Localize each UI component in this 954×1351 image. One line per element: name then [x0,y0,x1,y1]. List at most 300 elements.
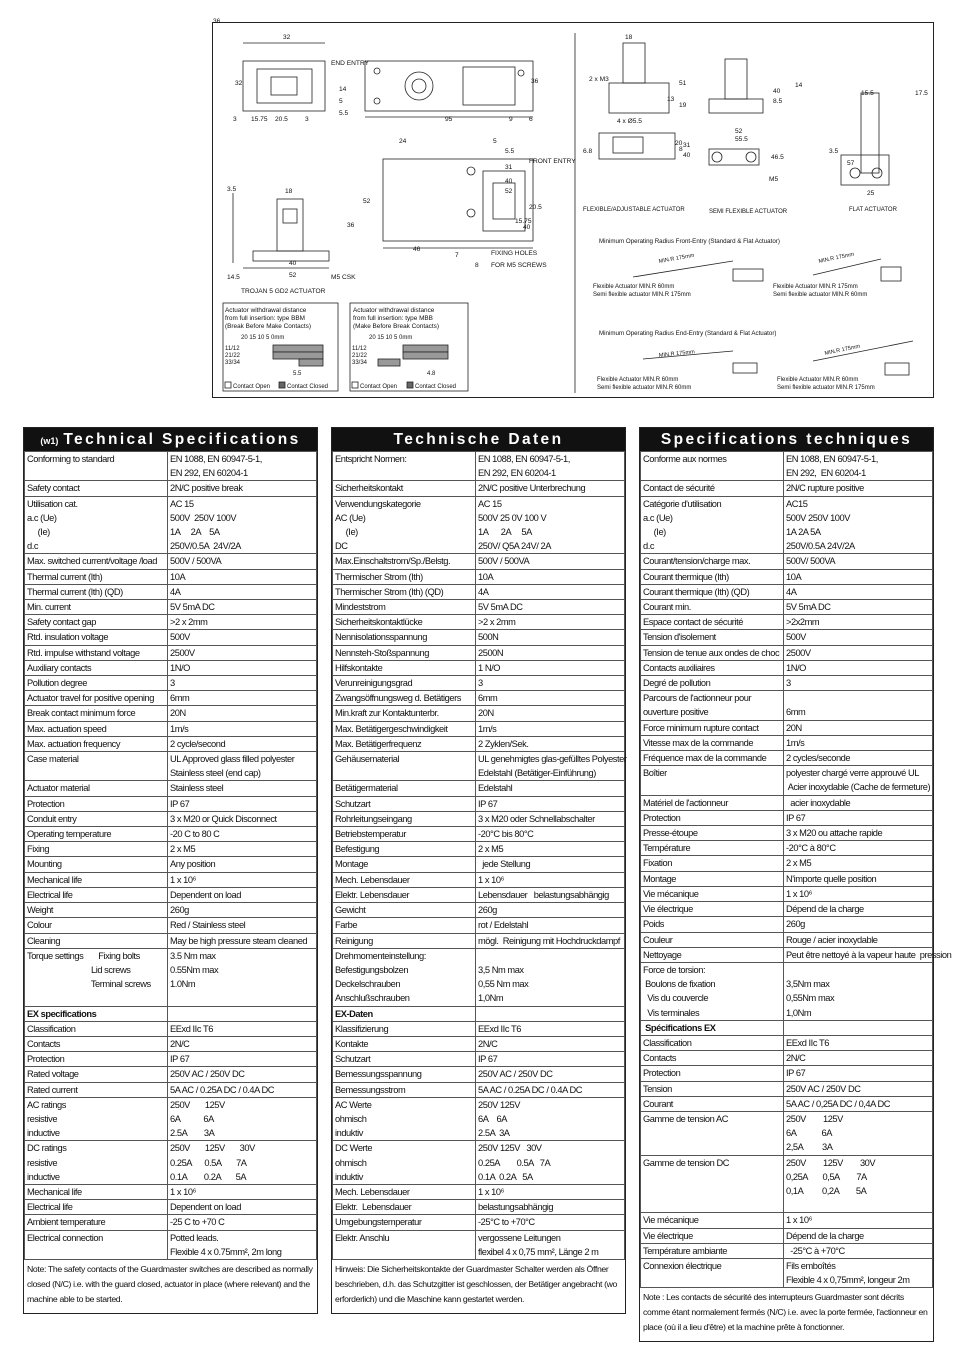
spec-value: 2 x M5 [168,842,317,857]
spec-label: Matériel de l'actionneur [641,795,784,810]
spec-label: Min. current [25,600,168,615]
spec-row [333,584,625,599]
spec-value: 5A AC / 0,25A DC / 0,4A DC [784,1096,933,1111]
spec-row [333,827,625,842]
spec-value: Edelstahl [476,781,625,796]
spec-row [25,1141,317,1185]
dimension-label: 3 [233,116,237,123]
spec-label: Gamme de tension AC [641,1111,784,1155]
spec-label: Thermal current (Ith) (QD) [25,584,168,599]
spec-label: Break contact minimum force [25,706,168,721]
spec-value: 20N [784,720,933,735]
spec-row [333,918,625,933]
spec-row [25,630,317,645]
spec-row [25,569,317,584]
spec-row [25,615,317,630]
spec-row [25,948,317,1006]
spec-value: EExd IIc T6 [784,1035,933,1050]
spec-row [25,721,317,736]
spec-label: Courant thermique (Ith) [641,569,784,584]
spec-label: Température ambiante [641,1243,784,1258]
dimension-label: 14.5 [227,274,240,281]
spec-label: DC Werte ohmisch induktiv [333,1141,476,1185]
spec-row [641,826,933,841]
column-header [24,428,317,451]
spec-label: Fixing [25,842,168,857]
end-right-note-2: Semi flexible actuator MIN.R 175mm [777,385,875,391]
dimension-label: 20.5 [275,116,288,123]
dimension-label: 36 [213,18,221,25]
spec-value: EN 1088, EN 60947-5-1, EN 292, EN 60204-1 [168,452,317,481]
spec-label: Nennisolationsspannung [333,630,476,645]
contact-open-legend: Contact Open [233,384,271,390]
spec-label: Courant [641,1096,784,1111]
spec-label: Température [641,841,784,856]
end-right-note-1: Flexible Actuator MIN.R 60mm [777,377,859,383]
front-left-note-1: Flexible Actuator MIN.R 60mm [593,284,675,290]
spec-value: AC 15 500V 250V 100V 1A 2A 5A 250V/0.5A 24V/2A [168,496,317,554]
spec-label: Vie mécanique [641,886,784,901]
spec-value: 3 x M20 ou attache rapide [784,826,933,841]
bbm-scale: 20 15 10 5 0mm [241,335,285,341]
spec-row [25,1184,317,1199]
spec-value: 5A AC / 0.25A DC / 0.4A DC [476,1082,625,1097]
dimension-label: 3.5 [829,148,839,155]
spec-value: 2N/C [168,1036,317,1051]
spec-value: 2 x M5 [784,856,933,871]
spec-row [641,932,933,947]
spec-row [641,841,933,856]
bbm-value: 5.5 [293,371,302,377]
spec-row [641,720,933,735]
spec-row [25,918,317,933]
spec-label: Max.Einschaltstrom/Sp./Belstg. [333,554,476,569]
min-radius-label: MIN.R 175mm [818,251,855,265]
column-title: Technische Daten [393,431,564,448]
spec-value: Any position [168,857,317,872]
dimension-label: 40 [523,224,531,231]
spec-label: Actuator material [25,781,168,796]
spec-row [333,842,625,857]
spec-label: Courant min. [641,600,784,615]
contact-label: 21/22 [352,353,368,359]
spec-label: Sicherheitskontakt [333,481,476,496]
spec-value: N'importe quelle position [784,871,933,886]
spec-label: Sicherheitskontaktlücke [333,615,476,630]
spec-row [333,1215,625,1230]
dimension-label: 32 [235,80,243,87]
spec-row [25,1036,317,1051]
spec-row [25,857,317,872]
spec-row [25,1215,317,1230]
dimension-label: 51 [679,80,687,87]
dimension-label: 40 [505,178,513,185]
spec-value: 1N/O [784,660,933,675]
spec-value: -25°C à +70°C [784,1243,933,1258]
spec-label: Mech. Lebensdauer [333,872,476,887]
spec-label: Rtd. impulse withstand voltage [25,645,168,660]
min-radius-label: MIN.R 175mm [658,349,696,359]
spec-label: Elektr. Lebensdauer [333,1200,476,1215]
spec-row [333,1184,625,1199]
spec-label: Conduit entry [25,811,168,826]
dimension-label: 20 [675,140,683,147]
spec-value: mögl. Reinigung mit Hochdruckdampf [476,933,625,948]
spec-label: Safety contact gap [25,615,168,630]
spec-row [641,947,933,962]
spec-value: 3,5 Nm max 0,55 Nm max 1,0Nm [476,948,625,1006]
spec-value: 3 [168,676,317,691]
dimension-label: 15.75 [251,116,268,123]
dimension-label: 40 [773,88,781,95]
dimension-label: 36 [347,222,355,229]
column-title: Specifications techniques [660,431,913,448]
dimension-label: 57 [847,160,855,167]
spec-label: Classification [641,1035,784,1050]
spec-value: IP 67 [168,1052,317,1067]
spec-value: 250V 125V 6A 6A 2,5A 3A [784,1111,933,1155]
flat-actuator-label: FLAT ACTUATOR [849,207,897,213]
spec-value: IP 67 [476,1052,625,1067]
spec-label: Mounting [25,857,168,872]
dimension-label: 18 [625,34,633,41]
spec-label: Rohrleitungseingang [333,811,476,826]
spec-value: 4A [168,584,317,599]
spec-row [333,1097,625,1141]
spec-row [641,554,933,569]
spec-row [333,1052,625,1067]
spec-label: DC ratings resistive inductive [25,1141,168,1185]
spec-value: 20N [168,706,317,721]
spec-value: 10A [784,569,933,584]
trojan-actuator-label: TROJAN 5 GD2 ACTUATOR [241,288,326,295]
spec-value: -20 C to 80 C [168,827,317,842]
spec-label: Umgebungstemperatur [333,1215,476,1230]
spec-label: Zwangsöffnungsweg d. Betätigers [333,691,476,706]
spec-value: IP 67 [784,810,933,825]
spec-value: 4A [476,584,625,599]
spec-label: Bemessungsstrom [333,1082,476,1097]
spec-label: Betriebstemperatur [333,827,476,842]
spec-value: 2N/C positive break [168,481,317,496]
contact-label: 33/34 [352,360,368,366]
dimension-label: 95 [445,116,453,123]
spec-label: Fréquence max de la commande [641,751,784,766]
spec-value: Dépend de la charge [784,1228,933,1243]
spec-value [476,1006,625,1021]
spec-label: Catégorie d'utilisation a.c (Ue) (Ie) d.c [641,496,784,554]
spec-row [641,1258,933,1287]
dimension-label: 8 [475,262,479,269]
spec-label: Electrical life [25,887,168,902]
spec-row [641,1213,933,1228]
spec-row [333,645,625,660]
spec-value: -20°C à 80°C [784,841,933,856]
spec-value: EExd IIc T6 [476,1021,625,1036]
spec-row [333,691,625,706]
spec-row [333,706,625,721]
spec-label: Max. Betätigerfrequenz [333,736,476,751]
spec-label: Max. actuation frequency [25,736,168,751]
spec-value: 5V 5mA DC [476,600,625,615]
spec-label: Poids [641,917,784,932]
spec-label: AC Werte ohmisch induktiv [333,1097,476,1141]
spec-row [641,496,933,554]
spec-value: 3 x M20 or Quick Disconnect [168,811,317,826]
spec-label: Ambient temperature [25,1215,168,1230]
spec-row [641,1081,933,1096]
spec-row [25,781,317,796]
spec-row [25,736,317,751]
spec-row [333,1200,625,1215]
spec-row [641,1111,933,1155]
spec-label: Pollution degree [25,676,168,691]
spec-row [333,676,625,691]
spec-row [641,751,933,766]
flexible-actuator-label: FLEXIBLE/ADJUSTABLE ACTUATOR [583,207,685,213]
column-header [640,428,933,451]
spec-label: Force minimum rupture contact [641,720,784,735]
dimension-label: 5 [493,138,497,145]
spec-label: Schutzart [333,796,476,811]
spec-value: 500V [168,630,317,645]
spec-value: Fils emboîtés Flexible 4 x 0,75mm², longeur 2m [784,1258,933,1287]
spec-row [333,721,625,736]
spec-value: 2500N [476,645,625,660]
spec-value: 2 Zyklen/Sek. [476,736,625,751]
spec-row [641,1096,933,1111]
spec-row [25,796,317,811]
spec-value: 1 x 10⁶ [168,872,317,887]
spec-row [641,1051,933,1066]
dimension-label: 19 [679,102,687,109]
spec-label: Rtd. insulation voltage [25,630,168,645]
spec-row [641,1020,933,1035]
spec-row [25,1067,317,1082]
mbb-caption-1: Actuator withdrawal distance [353,307,435,314]
spec-value: Stainless steel [168,781,317,796]
spec-label: Torque settings Fixing bolts Lid screws Terminal screws [25,948,168,1006]
spec-value: 1N/O [168,660,317,675]
spec-row [25,811,317,826]
holes-label: 4 x Ø5.5 [617,118,642,125]
dimension-label: 17.5 [915,90,928,97]
spec-row [25,887,317,902]
spec-row [25,1021,317,1036]
spec-row [25,452,317,481]
spec-label: Boîtier [641,766,784,795]
spec-row [333,1067,625,1082]
fixing-holes-label-2: FOR M5 SCREWS [491,262,547,269]
spec-label: Thermischer Strom (Ith) [333,569,476,584]
spec-row [333,948,625,1006]
min-radius-label: MIN.R 175mm [658,252,695,265]
spec-row [333,630,625,645]
spec-label: Case material [25,752,168,781]
spec-label: Entspricht Normen: [333,452,476,481]
spec-row [641,1243,933,1258]
dimension-label: 14 [795,82,803,89]
spec-row [333,857,625,872]
spec-row [25,1200,317,1215]
spec-value: vergossene Leitungen flexibel 4 x 0,75 mm², Länge 2 m [476,1230,625,1259]
spec-value: 20N [476,706,625,721]
spec-row [333,660,625,675]
spec-row [641,766,933,795]
spec-label: Contacts [25,1036,168,1051]
spec-value: acier inoxydable [784,795,933,810]
spec-value: 250V 125V 6A 6A 2.5A 3A [476,1097,625,1141]
spec-value: 500V [784,630,933,645]
spec-row [333,752,625,781]
spec-label: Rated voltage [25,1067,168,1082]
spec-row [25,496,317,554]
spec-label: Mechanical life [25,1184,168,1199]
dimension-label: 6.8 [583,148,593,155]
contact-label: 21/22 [225,353,241,359]
radius-front-title: Minimum Operating Radius Front-Entry (Standard & Flat Actuator) [599,238,780,245]
m5-label: M5 [769,176,779,183]
spec-label: Fixation [641,856,784,871]
dimension-values [213,18,928,281]
spec-label: Spécifications EX [641,1020,784,1035]
front-left-note-2: Semi flexible actuator MIN.R 175mm [593,292,691,298]
spec-value: Dependent on load [168,1200,317,1215]
spec-row [641,676,933,691]
spec-label: Contact de sécurité [641,481,784,496]
spec-label: Weight [25,903,168,918]
spec-value: Red / Stainless steel [168,918,317,933]
spec-value: 3,5Nm max 0,55Nm max 1,0Nm [784,962,933,1020]
dimension-label: 40 [289,260,297,267]
spec-row [641,645,933,660]
spec-row [25,554,317,569]
spec-value [168,1006,317,1021]
spec-value: 5V 5mA DC [784,600,933,615]
spec-row [25,903,317,918]
spec-value: 1m/s [784,735,933,750]
front-entry-label: FRONT ENTRY [529,158,576,165]
spec-label: Parcours de l'actionneur pour ouverture positive [641,691,784,720]
spec-column-fr [639,427,952,1342]
mbb-caption-3: (Make Before Break Contacts) [353,323,439,330]
dimension-label: 7 [455,252,459,259]
column-note: Note: The safety contacts of the Guardmaster switches are described as normally closed (N/C) i.e. with the guard closed, actuator in place (where relevant) and the machine able to be started. [27,1263,313,1304]
spec-value: 2N/C rupture positive [784,481,933,496]
spec-value: belastungsabhängig [476,1200,625,1215]
spec-label: Schutzart [333,1052,476,1067]
dimension-label: 14 [339,86,347,93]
spec-label: Hilfskontakte [333,660,476,675]
dimension-label: 31 [683,142,691,149]
spec-row [641,630,933,645]
spec-value: 6mm [476,691,625,706]
spec-label: Protection [641,810,784,825]
spec-row [641,660,933,675]
spec-row [25,842,317,857]
spec-label: Force de torsion: Boulons de fixation Vis du couvercle Vis terminales [641,962,784,1020]
spec-value: jede Stellung [476,857,625,872]
spec-value: UL Approved glass filled polyester Stainless steel (end cap) [168,752,317,781]
dimension-label: 9 [509,116,513,123]
spec-row [641,1035,933,1050]
spec-label: Colour [25,918,168,933]
spec-row [333,1230,625,1259]
spec-label: Min.kraft zur Kontaktunterbr. [333,706,476,721]
spec-row [641,481,933,496]
spec-row [25,827,317,842]
spec-value: 1 x 10⁶ [476,872,625,887]
dimension-label: 6 [529,116,533,123]
spec-row [333,1006,625,1021]
spec-row [333,481,625,496]
dimension-label: 8 [679,146,683,153]
spec-value: 250V 125V 30V 0.25A 0.5A 7A 0.1A 0.2A 5A [476,1141,625,1185]
spec-row [333,452,625,481]
spec-value: 260g [476,903,625,918]
spec-row [25,1006,317,1021]
end-entry-label: END ENTRY [331,60,369,67]
spec-value: Rouge / acier inoxydable [784,932,933,947]
min-radius-label: MIN.R 175mm [824,343,861,357]
mbb-caption-2: from full insertion: type MBB [353,315,433,322]
spec-value: polyester chargé verre approuvé UL Acier inoxydable (Cache de fermeture) [784,766,933,795]
spec-value: 5A AC / 0.25A DC / 0.4A DC [168,1082,317,1097]
spec-value: 260g [784,917,933,932]
end-left-note-2: Semi flexible actuator MIN.R 60mm [597,385,692,391]
spec-value: 2N/C positive Unterbrechung [476,481,625,496]
spec-row [641,795,933,810]
spec-label: Auxiliary contacts [25,660,168,675]
spec-row [25,691,317,706]
spec-label: Protection [641,1066,784,1081]
spec-value: 2 x M5 [476,842,625,857]
dimension-label: 40 [683,152,691,159]
spec-label: Tension de tenue aux ondes de choc [641,645,784,660]
spec-value: 1 x 10⁶ [476,1184,625,1199]
spec-label: Nettoyage [641,947,784,962]
spec-value: 250V 125V 30V 0.25A 0.5A 7A 0.1A 0.2A 5A [168,1141,317,1185]
spec-row [641,735,933,750]
spec-label: Couleur [641,932,784,947]
spec-row [333,1021,625,1036]
mbb-value: 4.8 [427,371,436,377]
spec-label: Reinigung [333,933,476,948]
dimension-label: 31 [505,164,513,171]
dimension-label: 52 [289,272,297,279]
spec-row [641,691,933,720]
spec-value: 2 cycle/second [168,736,317,751]
front-right-note-2: Semi flexible actuator MIN.R 60mm [773,292,868,298]
dimension-label: 24 [399,138,407,145]
spec-row [25,752,317,781]
spec-value: 500V/ 500VA [784,554,933,569]
spec-label: Espace contact de sécurité [641,615,784,630]
dimension-label: 55.5 [735,136,748,143]
spec-table [25,452,317,1260]
spec-value: 3 [476,676,625,691]
spec-row [641,1066,933,1081]
dimension-label: 52 [735,128,743,135]
technical-drawing [212,18,934,398]
drawing-labels [213,18,935,399]
spec-value: >2 x 2mm [168,615,317,630]
spec-value: >2x2mm [784,615,933,630]
spec-value: 2500V [784,645,933,660]
column-header [332,428,625,451]
dimension-label: 52 [363,198,371,205]
spec-row [641,615,933,630]
